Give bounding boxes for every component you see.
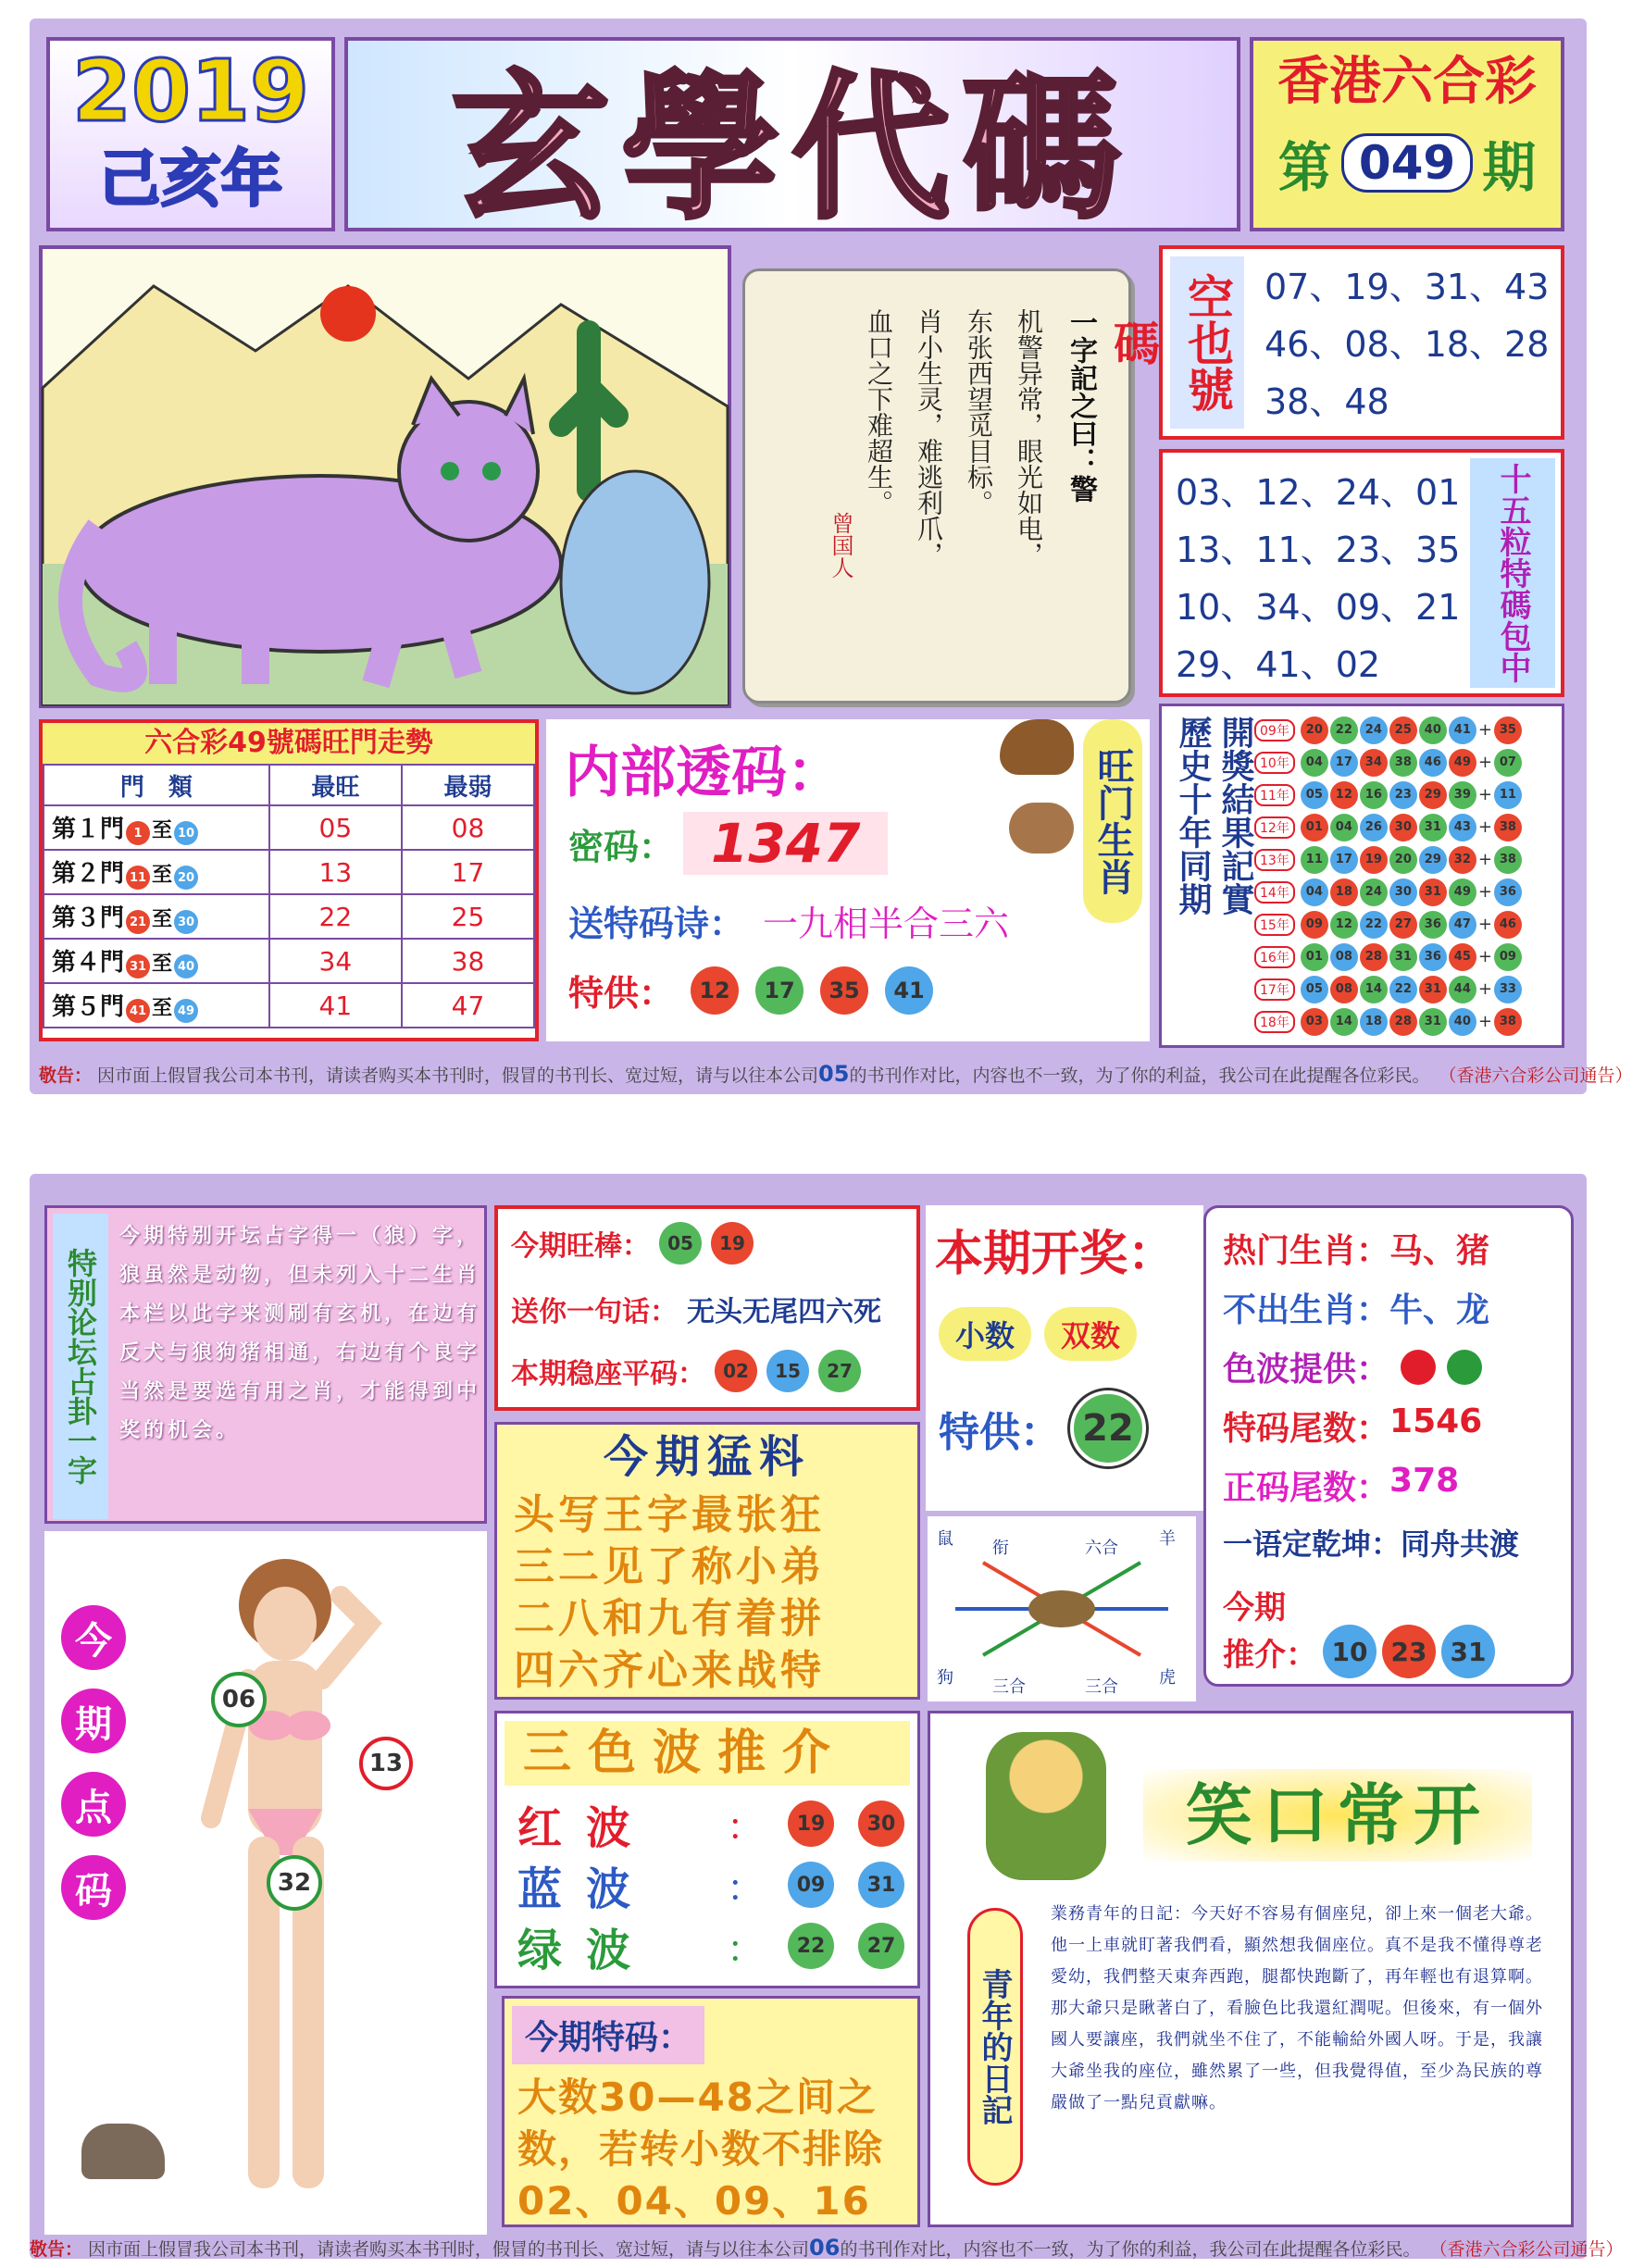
history-ball: 08 [1330, 943, 1358, 971]
history-ball: 19 [1360, 846, 1388, 874]
history-ball: 25 [1389, 717, 1417, 744]
history-label-2: 開獎結果記實 [1216, 716, 1254, 916]
history-label-1: 歷史十年同期 [1174, 716, 1212, 916]
yiju-label: 送你一句话： [511, 1296, 678, 1328]
trend-max: 34 [269, 939, 402, 983]
trend-to-ball: 20 [174, 866, 198, 890]
poem-scroll [742, 268, 1131, 704]
history-ball: 40 [1419, 717, 1447, 744]
history-year: 13年 [1254, 849, 1295, 871]
poem-line-2: 东张西望觅目标。 [964, 308, 994, 516]
history-year: 11年 [1254, 784, 1295, 806]
sanse-ball: 31 [858, 1862, 904, 1908]
trend-max: 13 [269, 850, 402, 894]
diary-label: 青年的日記 [967, 1908, 1023, 2186]
kong-row-3: 38、48 [1264, 381, 1389, 422]
history-ball: 11 [1301, 846, 1328, 874]
poem-seal: 曾国人 [828, 512, 853, 579]
footer-top-text1: 因市面上假冒我公司本书刊，请读者购买本书刊时，假冒的书刊长、宽过短，请与以往本公司 [97, 1065, 819, 1086]
history-ball: 41 [1449, 717, 1476, 744]
diagram-label-1: 鼠 [937, 1529, 953, 1549]
fifteen-row-4: 29、41、02 [1176, 644, 1381, 685]
footer-top-text2: 的书刊作对比，内容也不一致，为了你的利益，我公司在此提醒各位彩民。 [849, 1065, 1430, 1086]
history-rows [1254, 714, 1560, 1038]
sanse-ball: 30 [858, 1801, 904, 1847]
title-banner [344, 37, 1240, 241]
kaijiang-tag-2: 双数 [1044, 1307, 1137, 1361]
dianma-char-2: 期 [61, 1689, 126, 1753]
zodiac-year-text: 己亥年 [99, 143, 282, 215]
tiger-icon [1000, 719, 1074, 775]
history-ball: 27 [1389, 911, 1417, 939]
history-ball: 05 [1301, 976, 1328, 1003]
history-ball: 22 [1389, 976, 1417, 1003]
history-ball: 18 [1330, 879, 1358, 906]
issue-number: 049 [1341, 133, 1473, 193]
history-ball: 49 [1449, 879, 1476, 906]
history-row: 17年 05 08 14 22 31 44 + 33 [1254, 973, 1560, 1005]
history-ball: 16 [1360, 781, 1388, 809]
joke-panel [928, 1711, 1574, 2227]
kong-label: 空也號碼 [1170, 256, 1244, 429]
trend-door: 第１門 [52, 815, 125, 843]
special-ball-2: 17 [755, 966, 804, 1015]
year-text: 2019 [71, 42, 310, 141]
red-ball-icon [1401, 1350, 1436, 1385]
wangbang-panel [494, 1205, 920, 1411]
history-ball: 34 [1360, 749, 1388, 777]
trend-row [44, 894, 534, 939]
history-ball: 01 [1301, 943, 1328, 971]
forum-label: 特别论坛占卦一字 [53, 1214, 108, 1519]
hot-line [1223, 1225, 1489, 1272]
pw-label: 密码： [568, 826, 675, 867]
pingma-line [511, 1350, 861, 1392]
trend-title: 六合彩49號碼旺門走勢 [43, 723, 535, 764]
pingma-ball-3: 27 [818, 1350, 861, 1392]
jq-label: 今期 [1223, 1589, 1286, 1626]
dianma-ball-1: 06 [211, 1672, 267, 1727]
yiju-text: 无头无尾四六死 [687, 1296, 881, 1328]
inner-panel [546, 719, 1150, 1041]
history-special-ball: 36 [1494, 879, 1522, 906]
pingma-label: 本期稳座平码： [511, 1358, 705, 1390]
inner-special-label: 特供： [568, 973, 675, 1014]
trend-min: 17 [402, 850, 534, 894]
history-ball: 05 [1301, 781, 1328, 809]
dianma-panel [44, 1531, 487, 2235]
sanse-row: 绿波 ： 22 27 [497, 1915, 917, 1976]
dianma-chars [61, 1605, 126, 1920]
kong-row-1: 07、19、31、43 [1264, 267, 1550, 307]
history-special-ball: 46 [1494, 911, 1522, 939]
trend-from-ball: 1 [126, 821, 150, 845]
trend-zhi: 至 [152, 818, 173, 842]
history-row: 13年 11 17 19 20 29 32 + 38 [1254, 843, 1560, 876]
tail-line [1223, 1402, 1482, 1450]
wangbang-label: 今期旺棒： [511, 1230, 650, 1263]
sanse-label: 绿波 [517, 1924, 655, 1976]
pingma-ball-1: 02 [715, 1350, 757, 1392]
inner-title: 内部透码： [565, 741, 842, 805]
history-ball: 44 [1449, 976, 1476, 1003]
mengliao-line-2: 三二见了称小弟 [514, 1543, 825, 1590]
history-ball: 14 [1330, 1008, 1358, 1036]
history-ball: 40 [1449, 1008, 1476, 1036]
trend-zhi: 至 [152, 952, 173, 976]
diagram-label-2: 衔 [992, 1539, 1009, 1558]
history-ball: 22 [1360, 911, 1388, 939]
texiao-title: 今期特码： [512, 2006, 704, 2064]
history-row: 11年 05 12 16 23 29 39 + 11 [1254, 779, 1560, 811]
sanse-label: 红波 [517, 1801, 655, 1854]
history-ball: 24 [1360, 717, 1388, 744]
history-row: 12年 01 04 26 30 31 43 + 38 [1254, 811, 1560, 843]
trend-door: 第２門 [52, 859, 125, 888]
kaijiang-special-ball: 22 [1070, 1390, 1146, 1466]
diagram-label-7: 三合 [1085, 1677, 1118, 1697]
history-ball: 30 [1389, 879, 1417, 906]
history-year: 15年 [1254, 914, 1295, 936]
tj-line [1223, 1625, 1495, 1678]
trend-header-max: 最旺 [269, 765, 402, 805]
sanse-panel [494, 1711, 920, 1988]
history-ball: 04 [1301, 879, 1328, 906]
history-year: 17年 [1254, 978, 1295, 1001]
history-year: 18年 [1254, 1011, 1295, 1033]
trend-door: 第４門 [52, 948, 125, 977]
history-ball: 29 [1419, 846, 1447, 874]
footer-bottom-text1: 因市面上假冒我公司本书刊，请读者购买本书刊时，假冒的书刊长、宽过短，请与以往本公司 [88, 2238, 810, 2260]
trend-max: 05 [269, 805, 402, 850]
history-ball: 49 [1449, 749, 1476, 777]
footer-top-end: （香港六合彩公司通告） [1439, 1065, 1632, 1086]
special-ball-3: 35 [820, 966, 868, 1015]
fifteen-panel [1159, 449, 1564, 697]
history-ball: 12 [1330, 781, 1358, 809]
diagram-label-6: 三合 [992, 1677, 1026, 1697]
inner-poem-label: 送特码诗： [568, 903, 745, 944]
trend-row [44, 850, 534, 894]
history-ball: 36 [1419, 943, 1447, 971]
year-box [46, 37, 335, 231]
history-ball: 46 [1419, 749, 1447, 777]
diagram-label-4: 羊 [1159, 1529, 1176, 1549]
history-special-ball: 07 [1494, 749, 1522, 777]
trend-header-min: 最弱 [402, 765, 534, 805]
rabbit-icon [1009, 803, 1074, 854]
history-ball: 17 [1330, 749, 1358, 777]
sanse-ball: 27 [858, 1923, 904, 1969]
trend-max: 41 [269, 983, 402, 1028]
kaijiang-special [939, 1390, 1146, 1466]
history-ball: 45 [1449, 943, 1476, 971]
sanse-rows [497, 1793, 917, 1976]
sanse-row: 蓝波 ： 09 31 [497, 1854, 917, 1915]
dianma-char-1: 今 [61, 1605, 126, 1670]
history-ball: 20 [1389, 846, 1417, 874]
trend-min: 47 [402, 983, 534, 1028]
history-special-ball: 11 [1494, 781, 1522, 809]
dianma-ball-2: 13 [359, 1737, 413, 1790]
fifteen-row-2: 13、11、23、35 [1176, 530, 1461, 570]
trend-from-ball: 31 [126, 954, 150, 978]
special-ball-4: 41 [885, 966, 933, 1015]
pw-line [568, 812, 888, 875]
trend-row [44, 805, 534, 850]
forum-text: 今期特别开坛占字得一（狼）字，狼虽然是动物，但未列入十二生肖本栏以此字来测刷有玄机，在边有反犬与狼狗猪相通，右边有个良字当然是要选有用之肖，才能得到中奖的机会。 [119, 1225, 481, 1442]
history-ball: 12 [1330, 911, 1358, 939]
kong-row-2: 46、08、18、28 [1264, 324, 1550, 365]
footer-bottom-end: （香港六合彩公司通告） [1429, 2238, 1624, 2260]
history-row: 16年 01 08 28 31 36 45 + 09 [1254, 941, 1560, 973]
history-ball: 39 [1449, 781, 1476, 809]
history-year: 10年 [1254, 752, 1295, 774]
texiao-panel [502, 1996, 920, 2227]
trend-to-ball: 30 [174, 910, 198, 934]
trend-zhi: 至 [152, 996, 173, 1020]
footer-top-num: 05 [818, 1061, 850, 1087]
yiju-line [511, 1289, 881, 1329]
history-ball: 23 [1389, 781, 1417, 809]
history-ball: 43 [1449, 814, 1476, 841]
sanse-label: 蓝波 [517, 1863, 655, 1915]
history-ball: 17 [1330, 846, 1358, 874]
wangbang-line [511, 1222, 754, 1265]
trend-door: 第５門 [52, 992, 125, 1021]
history-row: 09年 20 22 24 25 40 41 + 35 [1254, 714, 1560, 746]
history-panel [1159, 704, 1564, 1048]
trend-from-ball: 11 [126, 866, 150, 890]
trend-from-ball: 41 [126, 999, 150, 1023]
footer-bottom-label: 敬告： [30, 2238, 83, 2260]
history-ball: 01 [1301, 814, 1328, 841]
zodiac-diagram [928, 1516, 1196, 1701]
history-ball: 18 [1360, 1008, 1388, 1036]
trend-to-ball: 40 [174, 954, 198, 978]
dianma-ball-3: 32 [267, 1855, 322, 1911]
history-year: 12年 [1254, 816, 1295, 839]
trend-zhi: 至 [152, 907, 173, 931]
diary-text: 業務青年的日記：今天好不容易有個座兒，卻上來一個老大爺。他一上車就盯著我們看，顯然想我個座位。真不是我不懂得尊老愛幼，我們整天東奔西跑，腿都快跑斷了，再年輕也有退算啊。那大爺只是瞅著白了，看臉色比我還紅潤呢。但後來，有一個外國人要讓座，我們就坐不住了，不能輸給外國人呀。于是，我讓大爺坐我的座位，雖然累了一些，但我覺得值，至少為民族的尊嚴做了一點兒貢獻嘛。 [1051, 1904, 1543, 2112]
sanse-ball: 09 [788, 1862, 834, 1908]
green-ball-icon [1447, 1350, 1482, 1385]
mengliao-line-3: 二八和九有着拼 [514, 1595, 825, 1642]
sanse-row: 红波 ： 19 30 [497, 1793, 917, 1854]
money-man-icon [986, 1732, 1106, 1880]
history-ball: 28 [1360, 943, 1388, 971]
history-ball: 38 [1389, 749, 1417, 777]
history-ball: 20 [1301, 717, 1328, 744]
history-ball: 31 [1419, 1008, 1447, 1036]
history-ball: 28 [1389, 1008, 1417, 1036]
history-special-ball: 09 [1494, 943, 1522, 971]
tail-label: 特码尾数： [1223, 1410, 1390, 1448]
history-row: 18年 03 14 18 28 31 40 + 38 [1254, 1005, 1560, 1038]
footer-bottom [30, 2229, 1624, 2266]
no-line [1223, 1284, 1489, 1331]
lottery-name: 香港六合彩 [1277, 52, 1537, 112]
trend-min: 08 [402, 805, 534, 850]
history-ball: 47 [1449, 911, 1476, 939]
history-ball: 14 [1360, 976, 1388, 1003]
top-card [30, 19, 1632, 1094]
texiao-text: 大数30—48之间之数，若转小数不排除02、04、09、16 [517, 2075, 885, 2224]
zheng-label: 正码尾数： [1223, 1469, 1390, 1507]
diagram-label-8: 虎 [1159, 1668, 1176, 1688]
history-year: 09年 [1254, 719, 1295, 741]
mengliao-line-1: 头写王字最张狂 [514, 1491, 825, 1539]
pingma-ball-2: 15 [766, 1350, 809, 1392]
history-ball: 32 [1449, 846, 1476, 874]
trend-to-ball: 49 [174, 999, 198, 1023]
special-line [568, 965, 933, 1016]
trend-row [44, 983, 534, 1028]
history-year: 14年 [1254, 881, 1295, 903]
sanse-title: 三色波推介 [505, 1721, 910, 1786]
history-special-ball: 33 [1494, 976, 1522, 1003]
sanse-ball: 19 [788, 1801, 834, 1847]
no-label: 不出生肖： [1223, 1291, 1390, 1329]
trend-min: 38 [402, 939, 534, 983]
yiyu-label: 一语定乾坤： [1223, 1527, 1402, 1562]
history-ball: 08 [1330, 976, 1358, 1003]
history-ball: 24 [1360, 879, 1388, 906]
cat-illustration [39, 245, 731, 708]
cat-drawing-icon [43, 249, 728, 704]
inner-poem: 一九相半合三六 [763, 903, 1010, 944]
kaijiang-tags [939, 1307, 1137, 1361]
history-ball: 31 [1419, 879, 1447, 906]
fifteen-label: 十五粒特碼包中 [1470, 458, 1555, 688]
wangbang-ball-1: 05 [659, 1222, 702, 1265]
bottom-card [30, 1174, 1624, 2261]
footer-bottom-num: 06 [809, 2235, 841, 2261]
tail-value: 1546 [1389, 1402, 1483, 1440]
footer-top [39, 1055, 1632, 1092]
tj-ball-1: 10 [1323, 1625, 1377, 1678]
zheng-line [1223, 1462, 1459, 1509]
history-ball: 03 [1301, 1008, 1328, 1036]
wang-label: 旺门生肖 [1083, 719, 1142, 923]
history-ball: 04 [1330, 814, 1358, 841]
history-special-ball: 35 [1494, 717, 1522, 744]
fifteen-row-3: 10、34、09、21 [1176, 587, 1461, 628]
history-ball: 26 [1360, 814, 1388, 841]
history-special-ball: 38 [1494, 1008, 1522, 1036]
history-ball: 31 [1389, 943, 1417, 971]
diagram-label-5: 狗 [937, 1668, 953, 1688]
history-ball: 22 [1330, 717, 1358, 744]
kong-panel [1106, 245, 1564, 440]
footer-bottom-text2: 的书刊作对比，内容也不一致，为了你的利益，我公司在此提醒各位彩民。 [840, 2238, 1421, 2260]
special-ball-1: 12 [691, 966, 739, 1015]
kaijiang-panel [926, 1205, 1203, 1511]
forum-panel [44, 1205, 487, 1524]
color-line [1223, 1343, 1482, 1390]
no-value: 牛、龙 [1389, 1291, 1490, 1329]
yiyu-line [1223, 1521, 1519, 1564]
history-ball: 09 [1301, 911, 1328, 939]
poem-line [568, 895, 1009, 946]
dianma-char-3: 点 [61, 1772, 126, 1837]
trend-door: 第３門 [52, 903, 125, 932]
hot-label: 热门生肖： [1223, 1232, 1390, 1270]
pw-value: 1347 [683, 812, 888, 875]
kaijiang-special-label: 特供： [939, 1409, 1061, 1456]
dianma-char-4: 码 [61, 1855, 126, 1920]
kaijiang-tag-1: 小数 [939, 1307, 1031, 1361]
trend-zhi: 至 [152, 863, 173, 887]
issue-prefix: 第 [1277, 136, 1332, 199]
history-ball: 36 [1419, 911, 1447, 939]
xiao-title: 笑口常开 [1143, 1769, 1532, 1862]
wangbang-ball-2: 19 [711, 1222, 754, 1265]
page-title: 玄學代碼 [451, 55, 1133, 241]
tj-label: 推介： [1223, 1636, 1317, 1674]
history-ball: 29 [1419, 781, 1447, 809]
poem-line-1: 机警异常，眼光如电， [1014, 308, 1044, 567]
trend-min: 25 [402, 894, 534, 939]
issue-box [1250, 37, 1564, 231]
trend-table [43, 764, 535, 1028]
trend-row [44, 939, 534, 983]
history-ball: 31 [1419, 976, 1447, 1003]
history-special-ball: 38 [1494, 814, 1522, 841]
hot-value: 马、猪 [1389, 1232, 1490, 1270]
history-ball: 04 [1301, 749, 1328, 777]
trend-panel [39, 719, 539, 1041]
info-panel [1203, 1205, 1574, 1687]
history-row: 10年 04 17 34 38 46 49 + 07 [1254, 746, 1560, 779]
footer-top-label: 敬告： [39, 1065, 93, 1086]
history-ball: 31 [1419, 814, 1447, 841]
poem-line-4: 血口之下难超生。 [864, 308, 894, 516]
zheng-value: 378 [1389, 1462, 1460, 1500]
color-label: 色波提供： [1223, 1351, 1390, 1389]
history-row: 15年 09 12 22 27 36 47 + 46 [1254, 908, 1560, 941]
trend-max: 22 [269, 894, 402, 939]
issue-suffix: 期 [1482, 136, 1537, 199]
wolf-icon [81, 2124, 165, 2179]
mengliao-panel [494, 1422, 920, 1700]
history-ball: 30 [1389, 814, 1417, 841]
history-year: 16年 [1254, 946, 1295, 968]
diagram-label-3: 六合 [1085, 1539, 1118, 1558]
sanse-ball: 22 [788, 1923, 834, 1969]
fifteen-row-1: 03、12、24、01 [1176, 472, 1461, 513]
poem-title: 一字記之曰：警 [1065, 308, 1097, 503]
yiyu-value: 同舟共渡 [1401, 1527, 1520, 1562]
poem-line-3: 肖小生灵，难逃利爪， [914, 308, 944, 567]
trend-to-ball: 10 [174, 821, 198, 845]
zodiac-arrows-icon [928, 1516, 1196, 1701]
history-row: 14年 04 18 24 30 31 49 + 36 [1254, 876, 1560, 908]
trend-header-door: 門 類 [44, 765, 269, 805]
tj-ball-2: 23 [1382, 1625, 1436, 1678]
mengliao-line-4: 四六齐心来战特 [514, 1647, 825, 1694]
tj-ball-3: 31 [1441, 1625, 1495, 1678]
trend-from-ball: 21 [126, 910, 150, 934]
mengliao-title: 今期猛料 [603, 1431, 811, 1483]
kaijiang-title: 本期开奖： [935, 1227, 1177, 1282]
history-special-ball: 38 [1494, 846, 1522, 874]
issue-line [1253, 124, 1561, 202]
